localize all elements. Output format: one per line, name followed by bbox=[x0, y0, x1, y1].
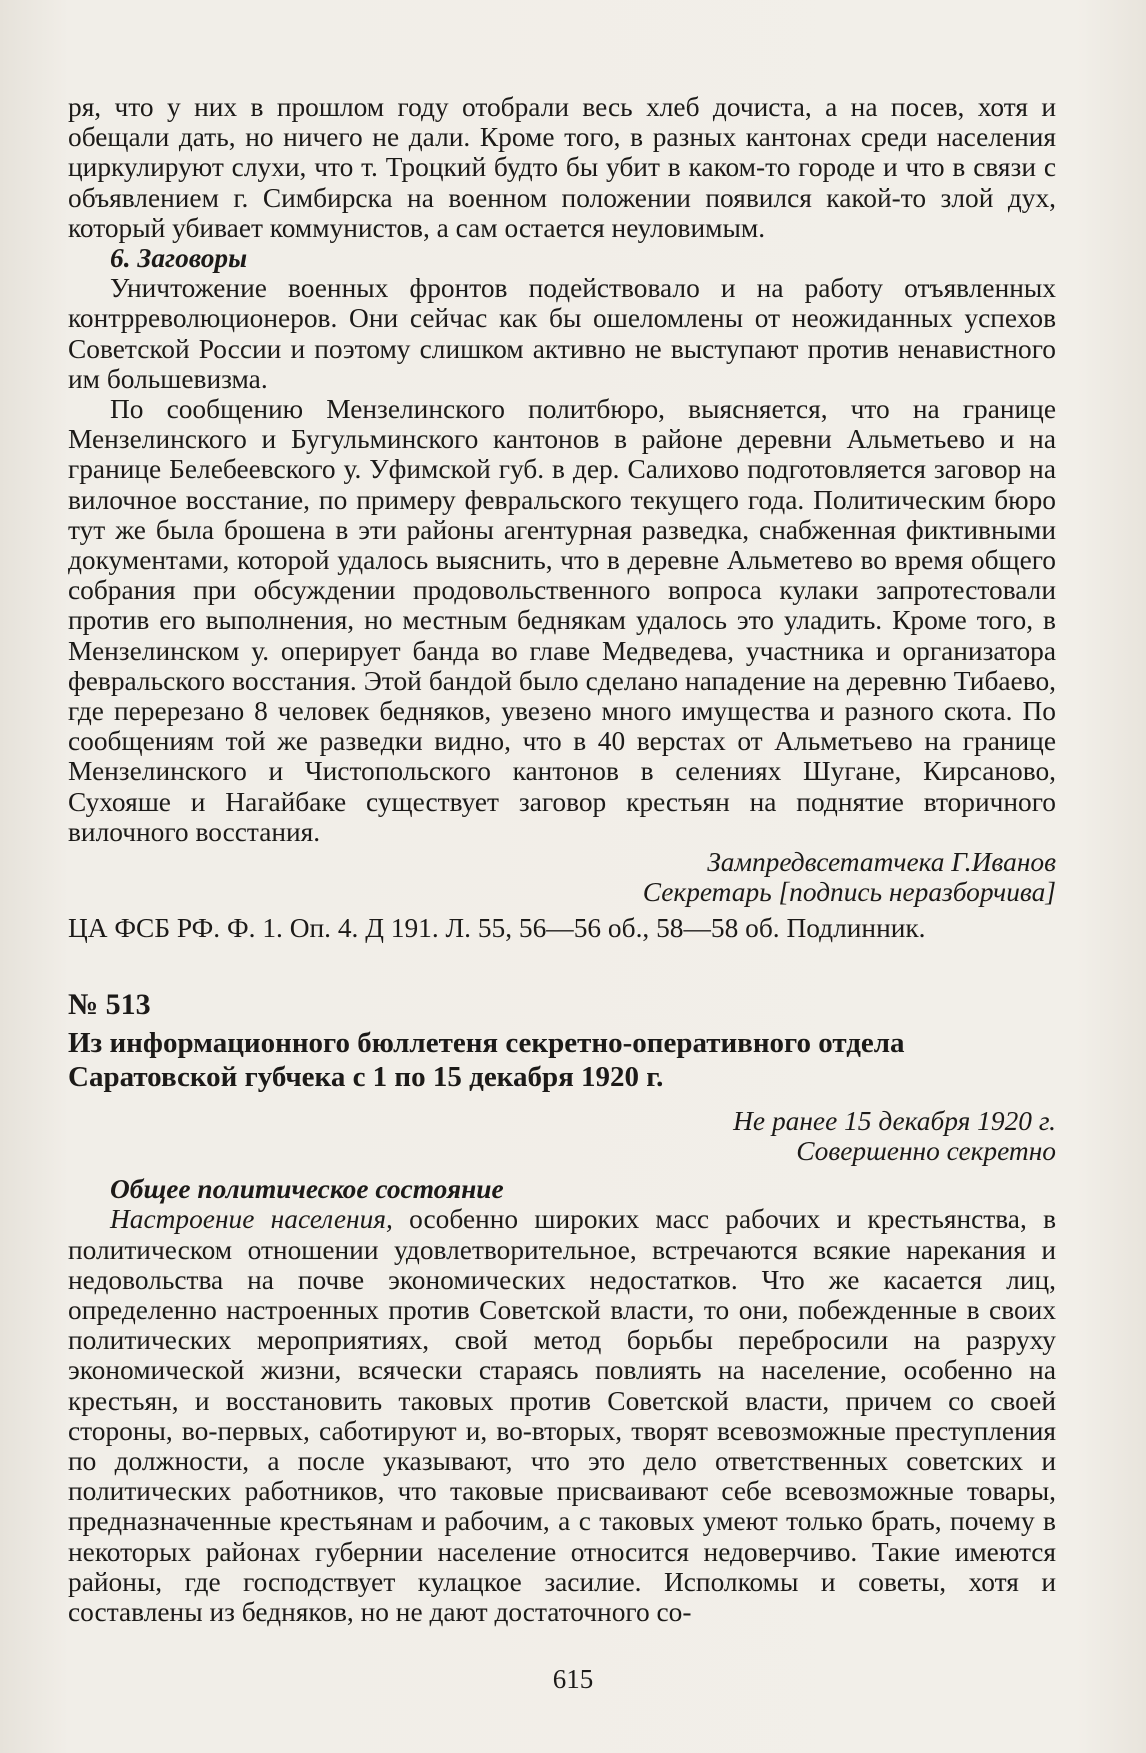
page-number: 615 bbox=[552, 1664, 594, 1694]
paragraph-fronts: Уничтожение военных фронтов подействовало и на работу отъявленных контрреволюционеров. Они сейчас как бы ошеломлены от неожиданных успехов Советской России и поэтому слишком активно не выступают против ненавистного им большевизма. bbox=[68, 273, 1056, 394]
text-column bbox=[68, 92, 1056, 1627]
mood-label: Настроение населения, bbox=[110, 1204, 393, 1235]
document-title-line-2: Саратовской губчека с 1 по 15 декабря 1920 г. bbox=[68, 1060, 664, 1093]
section-title-conspiracies: 6. Заговоры bbox=[110, 243, 248, 274]
paragraph-menzelinsk-report: По сообщению Мензелинского политбюро, выясняется, что на границе Мензелинского и Бугульминского кантонов в районе деревни Альметьево и на границе Белебеевского у. Уфимской губ. в дер. Салихово подготовляется заговор на вилочное восстание, по примеру февральского текущего года. Политическим бюро тут же была брошена в эти районы агентурная разведка, снабженная фиктивными документами, которой удалось выяснить, что в деревне Альметево во время общего собрания при обсуждении продовольственного вопроса кулаки запротестовали против его выполнения, но местным беднякам удалось это уладить. Кроме того, в Мензелинском у. оперирует банда во главе Медведева, участника и организатора февральского восстания. Этой бандой было сделано нападение на деревню Тибаево, где перерезано 8 человек бедняков, увезено много имущества и разного скота. По сообщениям той же разведки видно, что в 40 верстах от Альметьево на границе Мензелинского и Чистопольского кантонов в селениях Шугане, Кирсаново, Сухояше и Нагайбаке существует заговор крестьян на поднятие вторичного вилочного восстания. bbox=[68, 394, 1056, 847]
section-title-general-political: Общее политическое состояние bbox=[110, 1174, 504, 1205]
mood-text: особенно широких масс рабочих и крестьянства, в политическом отношении удовлетворительное, встречаются всякие нарекания и недовольства на почве экономических недостатков. Что же касается лиц, определенно настроенных против Советской власти, то они, побежденные в своих политических мероприятиях, свой метод борьбы перебросили на разруху экономической жизни, всячески стараясь повлиять на население, особенно на крестьян, и восстановить таковых против Советской власти, причем со своей стороны, во-первых, саботируют и, во-вторых, творят всевозможные преступления по должности, а после указывают, что это дело ответственных советских и политических работников, что таковые присваивают себе всевозможные товары, предназначенные крестьянам и рабочим, а с таковых умеют только брать, почему в некоторых районах губернии население относится недоверчиво. Такие имеются районы, где господствует кулацкое засилие. Исполкомы и советы, хотя и составлены из бедняков, но не дают достаточного со- bbox=[68, 1204, 1057, 1627]
classification-mark: Совершенно секретно bbox=[796, 1135, 1056, 1166]
paragraph-population-mood bbox=[68, 1204, 1056, 1627]
document-date: Не ранее 15 декабря 1920 г. bbox=[733, 1105, 1056, 1136]
signature-secretary: Секретарь [подпись неразборчива] bbox=[642, 877, 1056, 908]
signature-deputy-chairman: Зампредвсетатчека Г.Иванов bbox=[707, 847, 1056, 878]
archive-source: ЦА ФСБ РФ. Ф. 1. Оп. 4. Д 191. Л. 55, 56—56 об., 58—58 об. Подлинник. bbox=[68, 913, 926, 944]
paragraph-intro: ря, что у них в прошлом году отобрали весь хлеб дочиста, а на посев, хотя и обещали дать, но ничего не дали. Кроме того, в разных кантонах среди населения циркулируют слухи, что т. Троцкий будто бы убит в каком-то городе и что в связи с объявлением г. Симбирска на военном положении появился какой-то злой дух, который убивает коммунистов, а сам остается неуловимым. bbox=[68, 92, 1056, 243]
document-number: № 513 bbox=[68, 987, 151, 1021]
document-title-line-1: Из информационного бюллетеня секретно-оперативного отдела bbox=[68, 1026, 905, 1059]
